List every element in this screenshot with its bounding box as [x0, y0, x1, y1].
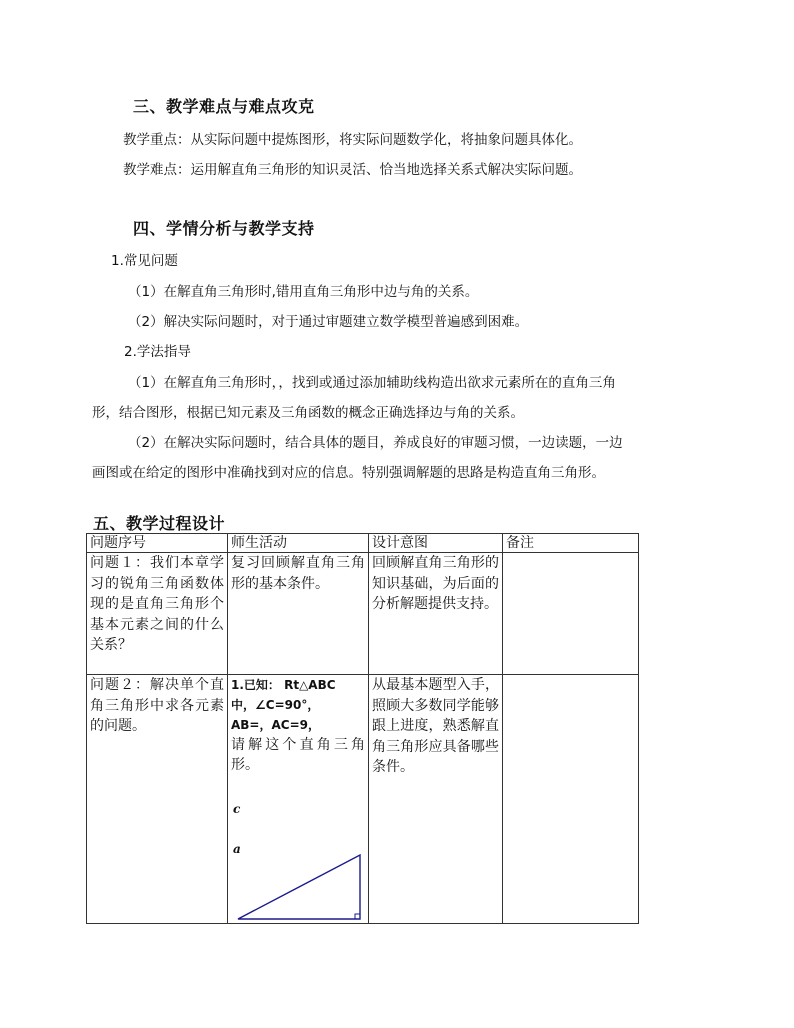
row2-known-line2: 中，∠C=90°， [231, 698, 320, 712]
table-row [87, 675, 639, 924]
row1-question: 问题１：我们本章学习的锐角三角函数体现的是直角三角形个基本元素之间的什么关系？ [87, 553, 228, 675]
row1-activity: 复习回顾解直角三角形的基本条件。 [228, 553, 369, 675]
triangle-shape [238, 855, 360, 919]
guide-2-line1: （2）在解决实际问题时，结合具体的题目，养成良好的审题习惯，一边读题，一边 [128, 435, 623, 451]
section5-title: 五、教学过程设计 [93, 514, 226, 533]
teaching-difficulty: 教学难点：运用解直角三角形的知识灵活、恰当地选择关系式解决实际问题。 [123, 162, 582, 178]
table-row [87, 553, 639, 675]
teaching-process-table [86, 533, 639, 924]
row2-intent: 从最基本题型入手，照顾大多数同学能够跟上进度，熟悉解直角三角形应具备哪些条件。 [369, 675, 503, 924]
header-activity: 师生活动 [228, 534, 369, 553]
row2-question: 问题２：解决单个直角三角形中求各元素的问题。 [87, 675, 228, 924]
row1-intent: 回顾解直角三角形的知识基础，为后面的分析解题提供支持。 [369, 553, 503, 675]
teaching-key-point: 教学重点：从实际问题中提炼图形，将实际问题数学化，将抽象问题具体化。 [123, 132, 582, 148]
header-remarks: 备注 [503, 534, 639, 553]
row2-remarks [503, 675, 639, 924]
study-guide-heading: 2.学法指导 [124, 344, 191, 360]
guide-2-line2: 画图或在给定的图形中准确找到对应的信息。特别强调解题的思路是构造直角三角形。 [92, 465, 605, 481]
table-header-row [87, 534, 639, 553]
row2-known-line1: 1.已知： Rt△ABC [231, 678, 336, 692]
header-question-number: 问题序号 [87, 534, 228, 553]
section4-title: 四、学情分析与教学支持 [133, 219, 315, 238]
common-problem-1: （1）在解直角三角形时,错用直角三角形中边与角的关系。 [128, 284, 479, 300]
guide-1-line2: 形，结合图形，根据已知元素及三角函数的概念正确选择边与角的关系。 [92, 405, 524, 421]
header-design-intent: 设计意图 [369, 534, 503, 553]
row2-known-line3: AB=，AC=9， [231, 718, 320, 732]
right-triangle-figure [231, 851, 366, 923]
label-c: c [233, 802, 241, 816]
label-a: a [233, 842, 241, 856]
common-problems-heading: 1.常见问题 [111, 253, 178, 269]
row1-remarks [503, 553, 639, 675]
right-angle-mark [355, 914, 360, 919]
section3-title: 三、教学难点与难点攻克 [133, 97, 315, 116]
guide-1-line1: （1）在解直角三角形时，，找到或通过添加辅助线构造出欲求元素所在的直角三角 [128, 375, 616, 391]
row2-instruction: 请解这个直角三角形。 [231, 737, 365, 773]
row2-activity [228, 675, 369, 924]
common-problem-2: （2）解决实际问题时，对于通过审题建立数学模型普遍感到困难。 [128, 314, 529, 330]
